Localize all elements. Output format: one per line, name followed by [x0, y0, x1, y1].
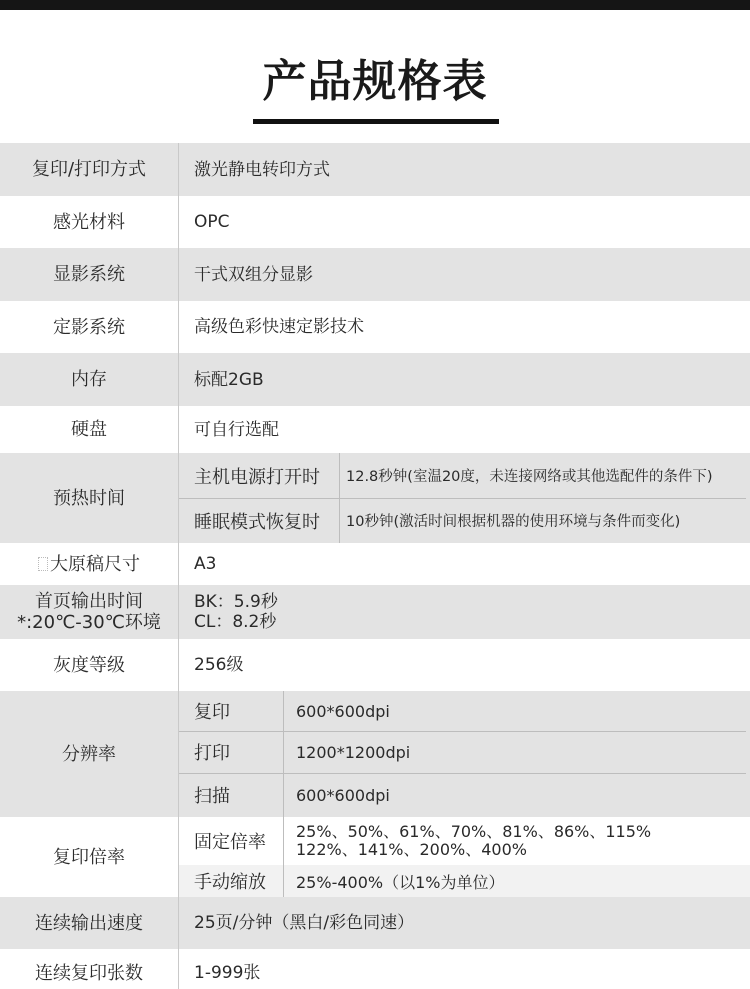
row-value: 干式双组分显影 — [194, 264, 313, 285]
table-row — [0, 248, 750, 301]
table-row — [0, 453, 750, 543]
sub-row — [179, 817, 750, 865]
row-label: 大原稿尺寸 — [0, 543, 178, 585]
page-title: 产品规格表 — [262, 56, 488, 107]
sub-label: 扫描 — [194, 786, 230, 807]
sub-label: 打印 — [194, 743, 230, 764]
sub-label: 复印 — [194, 702, 230, 723]
sub-label: 手动缩放 — [194, 872, 266, 893]
row-label: 首页输出时间 *:20℃-30℃环境 — [17, 591, 161, 633]
row-label: 硬盘 — [71, 419, 107, 440]
row-label: 灰度等级 — [53, 654, 125, 676]
row-value: 可自行选配 — [194, 419, 279, 440]
row-label: 连续复印张数 — [35, 963, 143, 984]
sub-row — [179, 691, 750, 731]
row-label: 连续输出速度 — [35, 912, 143, 934]
table-row — [0, 143, 750, 196]
row-label: 内存 — [71, 369, 107, 390]
row-value: 标配2GB — [194, 369, 264, 390]
sub-value: 1200*1200dpi — [296, 742, 411, 762]
row-label: 定影系统 — [53, 316, 125, 338]
top-bar — [0, 0, 750, 10]
row-value: BK：5.9秒 CL：8.2秒 — [194, 592, 278, 632]
row-value: A3 — [194, 554, 217, 574]
row-value: 高级色彩快速定影技术 — [194, 317, 364, 337]
row-value: 25页/分钟（黑白/彩色同速） — [194, 913, 415, 933]
sub-label: 主机电源打开时 — [194, 466, 320, 488]
sub-value: 25%、50%、61%、70%、81%、86%、115% 122%、141%、200%、400% — [296, 822, 652, 859]
table-row — [0, 543, 750, 585]
sub-row — [179, 773, 750, 817]
table-row — [0, 301, 750, 353]
table-row — [0, 897, 750, 949]
row-label: 复印倍率 — [0, 817, 178, 897]
table-row — [0, 949, 750, 989]
table-row — [0, 639, 750, 691]
sub-value: 12.8秒钟(室温20度，未连接网络或其他选配件的条件下) — [346, 469, 713, 485]
sub-row — [179, 865, 750, 897]
sub-value: 10秒钟(激活时间根据机器的使用环境与条件而变化) — [346, 514, 681, 530]
table-row — [0, 691, 750, 817]
sub-row — [179, 731, 750, 773]
sub-label: 固定倍率 — [194, 832, 266, 853]
row-value: 激光静电转印方式 — [194, 159, 330, 180]
table-row — [0, 585, 750, 639]
row-label: 预热时间 — [53, 487, 125, 509]
sub-label: 睡眠模式恢复时 — [194, 511, 320, 533]
row-value: 256级 — [194, 655, 244, 675]
sub-value: 600*600dpi — [296, 785, 390, 805]
table-row — [0, 196, 750, 248]
title-underline — [253, 119, 499, 124]
row-label: 分辨率 — [62, 743, 116, 765]
sub-value: 25%-400%（以1%为单位） — [296, 872, 505, 892]
placeholder-mark-icon — [38, 557, 48, 571]
sub-value: 600*600dpi — [296, 701, 390, 721]
row-value: OPC — [194, 212, 230, 232]
table-row — [0, 353, 750, 406]
table-row — [0, 817, 750, 897]
sub-row — [179, 453, 750, 498]
row-label: 感光材料 — [53, 211, 125, 233]
row-value: 1-999张 — [194, 963, 261, 983]
sub-row — [179, 498, 750, 543]
table-row — [0, 406, 750, 453]
row-label: 显影系统 — [53, 264, 125, 285]
row-label: 复印/打印方式 — [31, 159, 147, 180]
